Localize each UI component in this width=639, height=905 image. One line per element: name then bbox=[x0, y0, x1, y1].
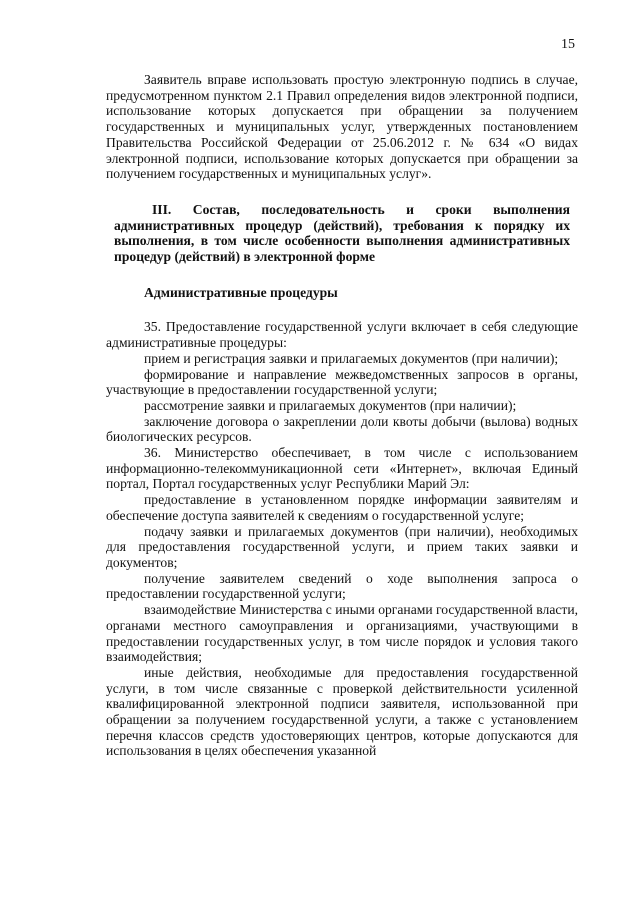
paragraph: предоставление в установленном порядке информации заявителям и обеспечение доступа заявителей к сведениям о государственной услуге; bbox=[106, 492, 578, 523]
subheading: Административные процедуры bbox=[144, 284, 338, 300]
paragraph: взаимодействие Министерства с иными органами государственной власти, органами местного самоуправления и организациями, участвующими в предоставлении государственных услуг, в том числе порядок и условия такого взаимодействия; bbox=[106, 602, 578, 665]
paragraph: 36. Министерство обеспечивает, в том числе с использованием информационно-телекоммуникационной сети «Интернет», включая Единый портал, Портал государственных услуг Республики Марий Эл: bbox=[106, 445, 578, 492]
paragraph: получение заявителем сведений о ходе выполнения запроса о предоставлении государственной услуги; bbox=[106, 570, 578, 602]
paragraph: рассмотрение заявки и прилагаемых документов (при наличии); bbox=[144, 397, 517, 413]
paragraph: формирование и направление межведомственных запросов в органы, участвующие в предоставлении государственной услуги; bbox=[106, 366, 578, 398]
paragraph: прием и регистрация заявки и прилагаемых документов (при наличии); bbox=[144, 350, 559, 366]
paragraph: подачу заявки и прилагаемых документов (при наличии), необходимых для предоставления государственной услуги, и прием таких заявки и документов; bbox=[106, 523, 578, 570]
paragraph: иные действия, необходимые для предоставления государственной услуги, в том числе связанные с проверкой действительности усиленной квалифицированной электронной подписи заявителя, использованной при обращении за получением государственной услуги, а также с установлением перечня классов средств удостоверяющих центров, которые допускаются для использования в целях обеспечения указанной bbox=[106, 664, 578, 759]
paragraph: заключение договора о закреплении доли квоты добычи (вылова) водных биологических ресурсов. bbox=[106, 413, 578, 445]
paragraph: 35. Предоставление государственной услуги включает в себя следующие административные процедуры: bbox=[106, 319, 578, 351]
paragraph-intro: Заявитель вправе использовать простую электронную подпись в случае, предусмотренном пунктом 2.1 Правил определения видов электронной подписи, использование которых допускается при обращении за получением государственных и муниципальных услуг, утвержденных постановлением Правительства Российской Федерации от 25.06.2012 г. № 634 «О видах электронной подписи, использование которых допускается при обращении за получением государственных и муниципальных услуг». bbox=[106, 72, 578, 182]
page-number: 15 bbox=[561, 37, 575, 52]
document-body bbox=[106, 72, 578, 759]
section-heading: III. Состав, последовательность и сроки выполнения административных процедур (действий), требования к порядку их выполнения, в том числе особенности выполнения административных процедур (действий) в электронной форме bbox=[114, 201, 570, 265]
